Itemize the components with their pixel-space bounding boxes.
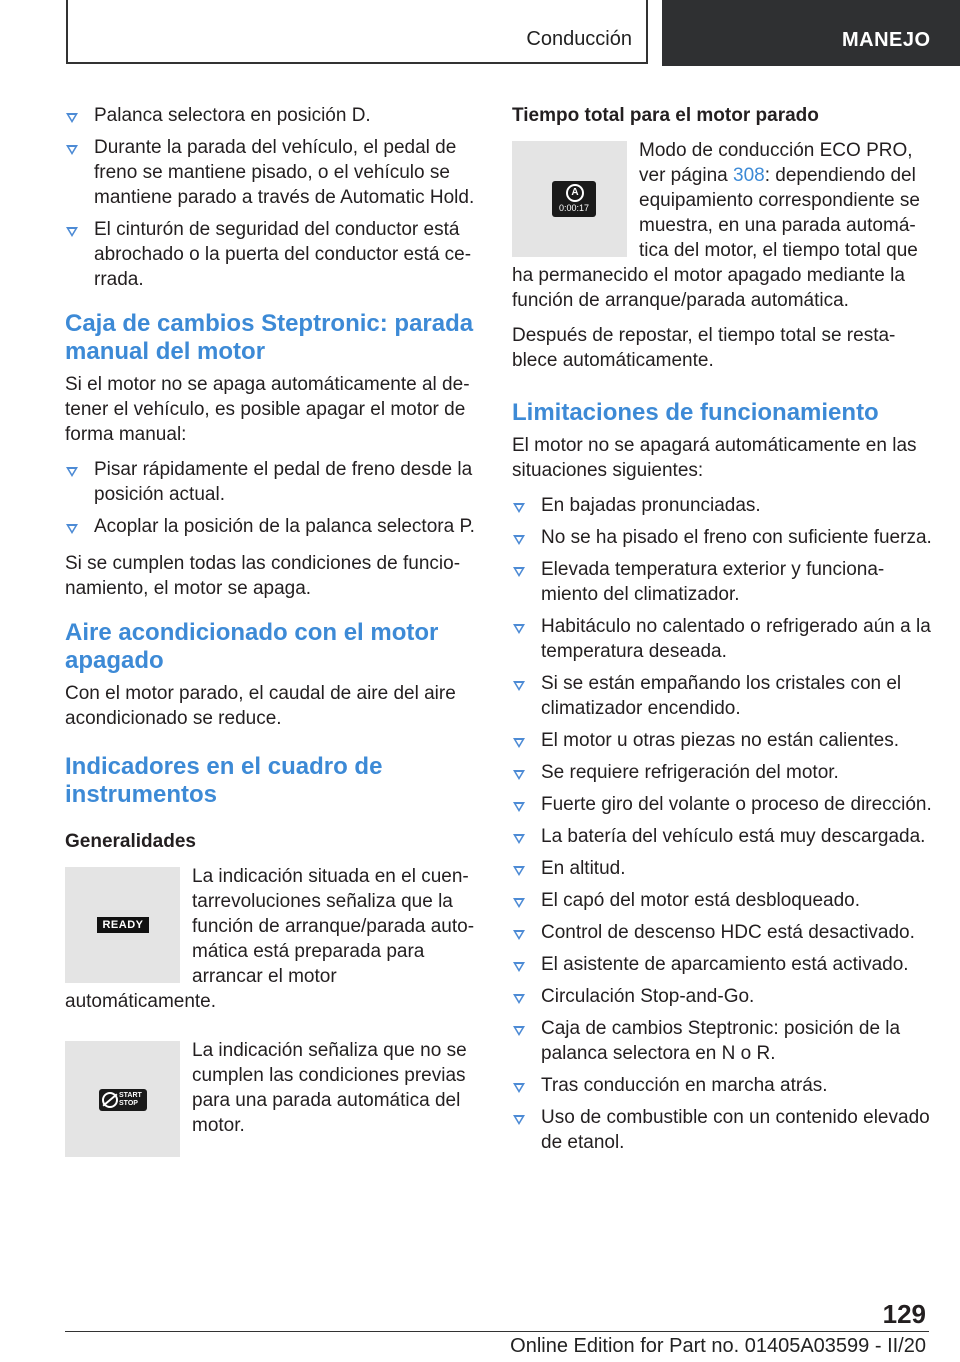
ready-indicator-image [65, 867, 180, 983]
total-time-figure [512, 138, 932, 323]
bullet-triangle-icon [513, 1026, 525, 1036]
bullet-triangle-icon [513, 1115, 525, 1125]
stop-label: STOP [119, 1100, 138, 1107]
list-item: El capó del motor está desbloqueado. [512, 888, 932, 913]
timer-value: 0:00:17 [558, 203, 590, 213]
bullet-triangle-icon [513, 930, 525, 940]
header-chapter-tab [662, 0, 960, 66]
list-item: El cinturón de seguridad del conductor está abrochado o la puerta del conductor está cerrada. [65, 217, 477, 292]
bullet-triangle-icon [66, 467, 78, 477]
list-item: Habitáculo no calentado o refrigerado aún a la temperatura deseada. [512, 614, 932, 664]
ready-indicator-text: La indicación situada en el cuentarrevoluciones señaliza que la función de arranque/parada automática está preparada para arrancar el motor automáticamente. [65, 866, 475, 1012]
header-chapter-title: MANEJO [842, 29, 931, 51]
bullet-triangle-icon [513, 898, 525, 908]
steptronic-text: Si el motor no se apaga automáticamente al detener el vehículo, es posible apagar el motor de forma manual: [65, 374, 470, 445]
list-item: Si se están empañando los cristales con el climatizador encendido. [512, 671, 932, 721]
bullet-triangle-icon [513, 624, 525, 634]
total-time-heading: Tiempo total para el motor parado [512, 105, 819, 126]
auto-off-icon [102, 1092, 118, 1108]
bullet-triangle-icon [513, 802, 525, 812]
header-section-title: Conducción [526, 28, 632, 50]
list-item: Uso de combustible con un contenido elevado de etanol. [512, 1105, 932, 1155]
bullet-triangle-icon [513, 994, 525, 1004]
limitations-text: El motor no se apagará automáticamente en las situaciones siguientes: [512, 435, 917, 481]
timer-display-image [512, 141, 627, 257]
ac-text: Con el motor parado, el caudal de aire del aire acondicionado se reduce. [65, 683, 456, 729]
footer-divider [65, 1331, 929, 1332]
ready-indicator-icon: READY [97, 917, 149, 933]
bullet-triangle-icon [513, 738, 525, 748]
bullet-triangle-icon [513, 503, 525, 513]
list-item: Durante la parada del vehículo, el pedal de freno se mantiene pisado, o el vehículo se mantiene parado a través de Automatic Hold. [65, 135, 477, 210]
list-item: Acoplar la posición de la palanca selectora P. [65, 514, 477, 539]
list-item: Tras conducción en marcha atrás. [512, 1073, 932, 1098]
list-item: Circulación Stop-and-Go. [512, 984, 932, 1009]
list-item: El motor u otras piezas no están calientes. [512, 728, 932, 753]
bullet-triangle-icon [66, 524, 78, 534]
list-item: Palanca selectora en posición D. [65, 103, 477, 128]
stop-indicator-figure [65, 1038, 477, 1161]
bullet-triangle-icon [513, 567, 525, 577]
steptronic-after-text: Si se cumplen todas las condiciones de funcionamiento, el motor se apaga. [65, 553, 461, 599]
bullet-triangle-icon [513, 1083, 525, 1093]
stop-indicator-text: La indicación señaliza que no se cumplen las condiciones previas para una parada automática del motor. [192, 1040, 467, 1136]
indicators-subheading: Generalidades [65, 831, 196, 852]
list-item: Pisar rápidamente el pedal de freno desde la posición actual. [65, 457, 477, 507]
ready-indicator-figure [65, 864, 477, 1024]
list-item: La batería del vehículo está muy descargada. [512, 824, 932, 849]
steptronic-heading: Caja de cambios Steptronic: parada manual del motor [65, 310, 474, 365]
list-item: Fuerte giro del volante o proceso de dirección. [512, 792, 932, 817]
stop-indicator-image [65, 1041, 180, 1157]
list-item: El asistente de aparcamiento está activado. [512, 952, 932, 977]
left-column [65, 103, 477, 1161]
bullet-triangle-icon [513, 681, 525, 691]
list-item: En altitud. [512, 856, 932, 881]
list-item: Elevada temperatura exterior y funcionamiento del climatizador. [512, 557, 932, 607]
bullet-triangle-icon [513, 770, 525, 780]
footer-edition: Online Edition for Part no. 01405A03599 - II/20 [510, 1335, 926, 1357]
bullet-triangle-icon [66, 113, 78, 123]
limitations-heading: Limitaciones de funcionamiento [512, 399, 879, 426]
bullet-triangle-icon [513, 535, 525, 545]
list-item: Se requiere refrigeración del motor. [512, 760, 932, 785]
bullet-triangle-icon [513, 962, 525, 972]
indicators-heading: Indicadores en el cuadro de instrumentos [65, 753, 383, 808]
page-link[interactable]: 308 [733, 165, 765, 186]
right-column [512, 103, 932, 1167]
total-time-text: Modo de conducción ECO PRO, ver página 308: dependiendo del equipamiento correspondiente se muestra, en una parada automática del motor, el tiempo total que ha permanecido el motor apagado mediante la función de arranque/parada automática. [512, 140, 920, 311]
bullet-triangle-icon [513, 866, 525, 876]
bullet-triangle-icon [513, 834, 525, 844]
start-stop-off-icon [99, 1089, 147, 1111]
bullet-triangle-icon [66, 145, 78, 155]
bullet-triangle-icon [66, 227, 78, 237]
list-item: Caja de cambios Steptronic: posición de la palanca selectora en N o R. [512, 1016, 932, 1066]
ac-heading: Aire acondicionado con el motor apagado [65, 619, 439, 674]
timer-display [552, 181, 596, 217]
start-label: START [119, 1092, 142, 1099]
refuel-text: Después de repostar, el tiempo total se restablece automáticamente. [512, 325, 896, 371]
intro-bullet-list [65, 103, 477, 292]
page-number: 129 [882, 1299, 926, 1329]
list-item: No se ha pisado el freno con suficiente fuerza. [512, 525, 932, 550]
auto-start-stop-icon: A [566, 184, 584, 202]
list-item: En bajadas pronunciadas. [512, 493, 932, 518]
steptronic-bullet-list [65, 457, 477, 539]
limitations-bullet-list [512, 493, 932, 1155]
header-box [66, 0, 648, 64]
list-item: Control de descenso HDC está desactivado. [512, 920, 932, 945]
